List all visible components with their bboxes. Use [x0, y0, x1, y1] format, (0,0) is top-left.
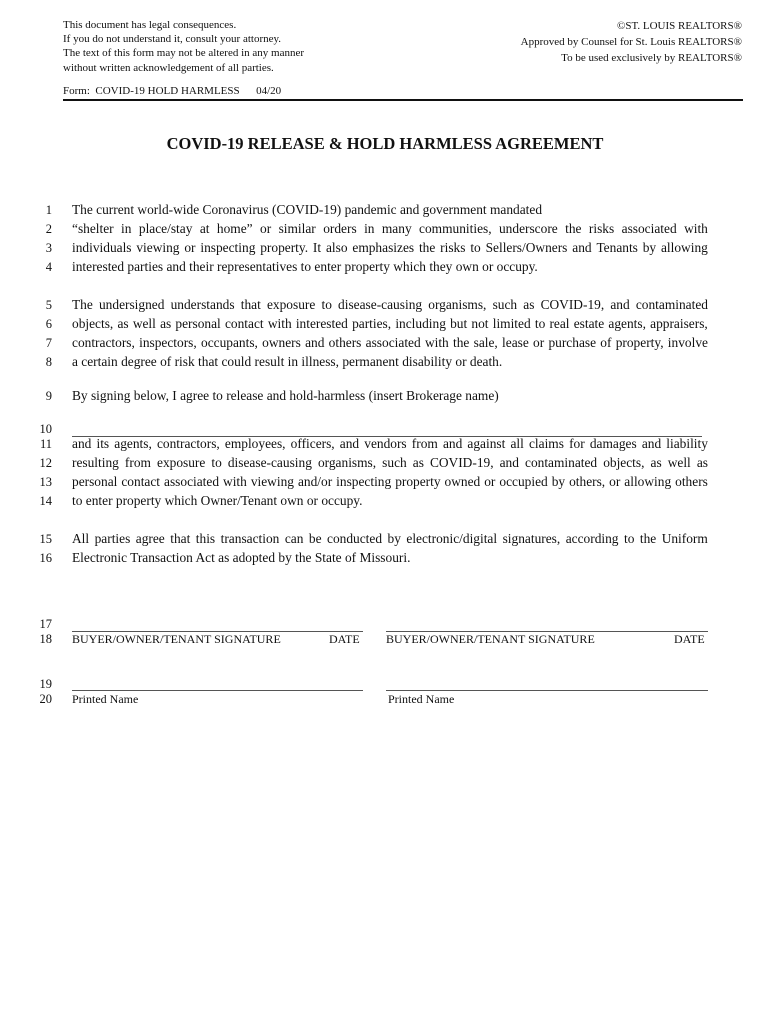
word: It: [312, 240, 322, 255]
word: to: [211, 455, 222, 470]
word: the: [418, 240, 436, 255]
word: sale,: [473, 335, 498, 350]
word: as: [160, 316, 172, 331]
form-date: 04/20: [256, 85, 282, 97]
word: allowing: [624, 474, 672, 489]
word: personal: [175, 316, 221, 331]
body-line: interested parties and their representatives to enter property which they own or occupy.: [72, 259, 538, 274]
copyright-line: To be used exclusively by REALTORS®: [561, 52, 742, 64]
word: All: [72, 531, 90, 546]
word: organisms,: [428, 297, 487, 312]
word: the: [453, 335, 470, 350]
word: COVID-19,: [540, 297, 605, 312]
word: associated: [164, 474, 220, 489]
word: signatures,: [502, 531, 561, 546]
word: risks: [440, 240, 466, 255]
disclaimer-line: This document has legal consequences.: [63, 19, 237, 31]
right-printed-name-label: Printed Name: [388, 692, 455, 706]
word: contact: [121, 474, 161, 489]
header-rule: [63, 99, 743, 101]
word: property,: [615, 335, 664, 350]
word: undersigned: [98, 297, 165, 312]
word: in: [121, 221, 132, 236]
word: individuals: [72, 240, 132, 255]
right-printed-name-field[interactable]: [386, 690, 708, 691]
word: others: [675, 474, 708, 489]
word: Uniform: [661, 531, 708, 546]
word: underscore: [498, 221, 558, 236]
word: as: [117, 316, 129, 331]
header-copyright: [521, 18, 742, 66]
word: all: [510, 436, 524, 451]
word: agents,: [114, 436, 152, 451]
word: objects,: [603, 455, 645, 470]
word: with: [267, 316, 292, 331]
word: and: [339, 436, 360, 451]
word: according: [565, 531, 619, 546]
word: limited: [492, 316, 531, 331]
word: others,: [569, 474, 606, 489]
line-number: 7: [45, 336, 52, 350]
form-label: Form: COVID-19 HOLD HARMLESS: [63, 85, 240, 97]
word: and: [499, 455, 519, 470]
word: transaction: [220, 531, 280, 546]
word: or: [260, 221, 272, 236]
right-date-label: DATE: [674, 632, 705, 646]
word: that: [240, 297, 261, 312]
body-line: By signing below, I agree to release and hold-harmless (insert Brokerage name): [72, 388, 499, 403]
line-number: 1: [45, 203, 52, 217]
word: such: [492, 297, 518, 312]
word: appraisers,: [650, 316, 708, 331]
word: to: [623, 531, 635, 546]
word: damages: [589, 436, 637, 451]
word: and: [610, 297, 630, 312]
word: as: [412, 455, 424, 470]
word: to: [321, 297, 332, 312]
body-line: Electronic Transaction Act as adopted by the State of Missouri.: [72, 550, 411, 565]
word: that: [170, 531, 191, 546]
line-number: 18: [39, 632, 52, 646]
word: agents,: [608, 316, 646, 331]
word: contractors,: [156, 436, 220, 451]
document-title: COVID-19 RELEASE & HOLD HARMLESS AGREEMENT: [166, 134, 604, 153]
word: estate: [573, 316, 605, 331]
word: to: [470, 240, 481, 255]
word: officers,: [290, 436, 335, 451]
word: as: [523, 297, 535, 312]
disclaimer-line: If you do not understand it, consult your attorney.: [63, 33, 282, 46]
line-number: 8: [45, 355, 52, 369]
line-number: 3: [45, 241, 52, 255]
word: as: [696, 455, 708, 470]
word: communities,: [419, 221, 492, 236]
word: and: [305, 335, 325, 350]
body-line: [72, 316, 708, 332]
copyright-line: Approved by Counsel for St. Louis REALTORS®: [520, 36, 742, 48]
word: exposure: [157, 455, 206, 470]
word: as: [650, 455, 662, 470]
word: interested: [295, 316, 348, 331]
word: exposure: [266, 297, 316, 312]
line-number: 6: [45, 317, 52, 331]
word: understands: [170, 297, 235, 312]
word: well: [667, 455, 691, 470]
word: at: [199, 221, 210, 236]
word: The: [72, 297, 93, 312]
line-number: 10: [39, 422, 52, 436]
word: Sellers/Owners: [485, 240, 568, 255]
word: electronic/digital: [406, 531, 498, 546]
word: many: [381, 221, 412, 236]
word: or: [484, 474, 496, 489]
line-number: 5: [45, 298, 52, 312]
word: be: [308, 531, 322, 546]
word: such: [382, 455, 407, 470]
word: Tenants: [596, 240, 638, 255]
line-number: 17: [39, 617, 52, 631]
left-printed-name-label: Printed Name: [72, 692, 139, 706]
word: place/stay: [138, 221, 193, 236]
word: owners: [262, 335, 301, 350]
body-line: a certain degree of risk that could result in illness, permanent disability or death.: [72, 354, 503, 369]
word: owned: [444, 474, 481, 489]
word: occupants,: [201, 335, 258, 350]
word: viewing: [250, 474, 294, 489]
word: and: [442, 436, 463, 451]
word: well: [132, 316, 156, 331]
word: real: [549, 316, 570, 331]
word: from: [411, 436, 438, 451]
word: and: [641, 436, 662, 451]
right-signature-label: BUYER/OWNER/TENANT SIGNATURE: [386, 632, 595, 646]
word: or: [184, 240, 196, 255]
line-number: 15: [39, 532, 52, 546]
word: with: [223, 474, 247, 489]
word: and: [72, 436, 92, 451]
body-line: [72, 297, 708, 313]
disclaimer-line: The text of this form may not be altered in any manner: [63, 47, 305, 60]
word: liability: [666, 436, 708, 451]
word: personal: [72, 474, 118, 489]
word: others: [328, 335, 362, 350]
word: inspectors,: [139, 335, 197, 350]
line-number: 19: [39, 677, 52, 691]
word: lease: [502, 335, 529, 350]
word: property.: [260, 240, 309, 255]
word: disease-causing: [227, 455, 312, 470]
disclaimer-line: without written acknowledgement of all parties.: [63, 61, 274, 74]
left-printed-name-field[interactable]: [72, 690, 363, 691]
word: of: [600, 335, 612, 350]
word: purchase: [548, 335, 597, 350]
body-line: [72, 221, 708, 237]
word: contractors,: [72, 335, 135, 350]
word: this: [195, 531, 216, 546]
line-number: 2: [45, 222, 52, 236]
header-disclaimer: [63, 18, 304, 75]
word: organisms,: [317, 455, 377, 470]
body-line: [72, 335, 708, 351]
word: also: [325, 240, 348, 255]
word: employees,: [224, 436, 286, 451]
word: and/or: [297, 474, 333, 489]
word: disease-causing: [338, 297, 423, 312]
word: for: [569, 436, 585, 451]
body-line: to enter property which Owner/Tenant own or occupy.: [72, 493, 363, 508]
line-number: 16: [39, 551, 52, 565]
body-line: [72, 531, 708, 547]
word: with: [424, 335, 449, 350]
word: or: [609, 474, 621, 489]
word: emphasizes: [352, 240, 415, 255]
word: contaminated: [525, 455, 598, 470]
word: and: [572, 240, 592, 255]
body-line: [72, 455, 708, 471]
word: associated: [621, 221, 677, 236]
line-number: 9: [45, 389, 52, 403]
word: viewing: [136, 240, 180, 255]
word: the: [565, 221, 582, 236]
word: with: [684, 221, 708, 236]
word: conducted: [327, 531, 383, 546]
line-number: 11: [39, 437, 52, 451]
word: its: [96, 436, 110, 451]
word: can: [284, 531, 304, 546]
word: orders: [323, 221, 357, 236]
word: from: [124, 455, 151, 470]
word: resulting: [72, 455, 119, 470]
word: by: [387, 531, 401, 546]
body-line: [72, 474, 708, 490]
word: but: [450, 316, 468, 331]
word: inspecting: [336, 474, 392, 489]
left-date-label: DATE: [329, 632, 360, 646]
word: contaminated: [635, 297, 708, 312]
word: COVID-19,: [429, 455, 494, 470]
word: parties,: [352, 316, 392, 331]
word: vendors: [364, 436, 407, 451]
word: claims: [528, 436, 564, 451]
body-line: The current world-wide Coronavirus (COVID-19) pandemic and government mandated: [72, 202, 543, 217]
word: risks: [588, 221, 615, 236]
word: parties: [94, 531, 131, 546]
word: in: [364, 221, 375, 236]
word: similar: [278, 221, 316, 236]
line-number: 20: [39, 692, 52, 706]
word: not: [471, 316, 489, 331]
word: the: [639, 531, 657, 546]
body-line: [72, 436, 708, 452]
word: including: [395, 316, 446, 331]
word: “shelter: [72, 221, 114, 236]
line-number: 4: [45, 260, 52, 274]
word: or: [533, 335, 545, 350]
line-number: 12: [39, 456, 52, 470]
word: objects,: [72, 316, 114, 331]
form-id: [63, 85, 281, 97]
word: contact: [224, 316, 264, 331]
word: allowing: [660, 240, 708, 255]
line-number: 13: [39, 475, 52, 489]
word: inspecting: [200, 240, 256, 255]
word: agree: [135, 531, 165, 546]
word: by: [551, 474, 566, 489]
line-number: 14: [39, 494, 52, 508]
word: against: [467, 436, 506, 451]
word: home”: [216, 221, 253, 236]
left-signature-label: BUYER/OWNER/TENANT SIGNATURE: [72, 632, 281, 646]
word: by: [642, 240, 657, 255]
word: to: [534, 316, 546, 331]
body-line: [72, 240, 708, 256]
copyright-line: ©ST. LOUIS REALTORS®: [616, 20, 742, 32]
word: occupied: [499, 474, 548, 489]
word: associated: [365, 335, 421, 350]
word: property: [395, 474, 441, 489]
word: involve: [667, 335, 708, 350]
